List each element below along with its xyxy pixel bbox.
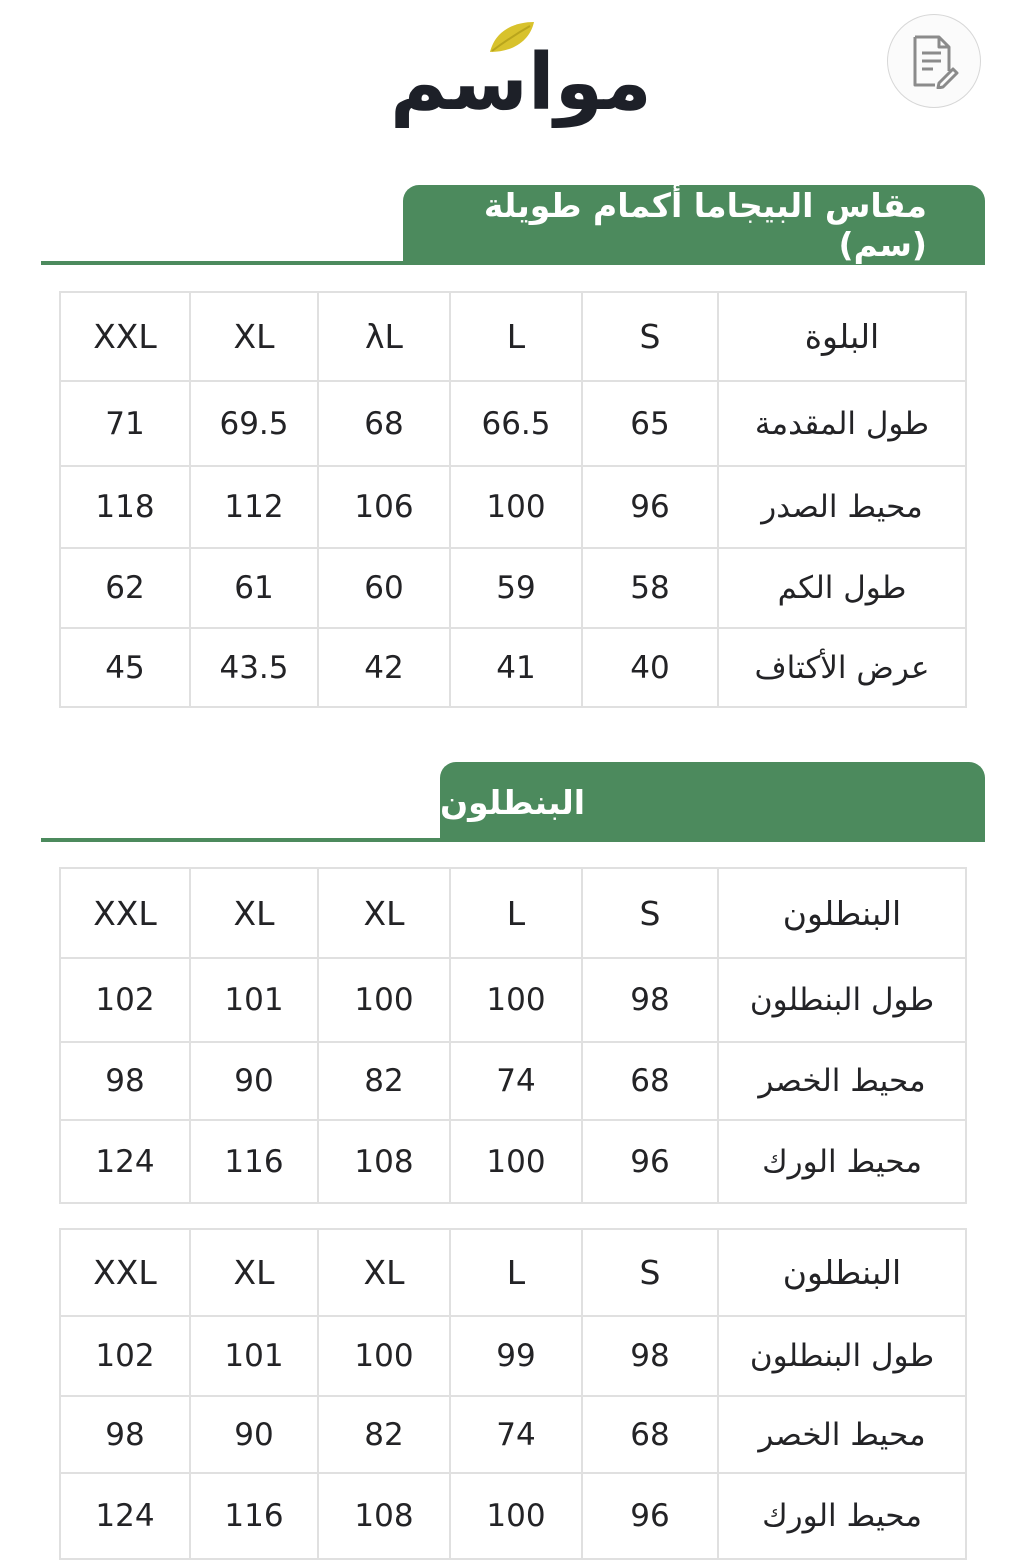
table-cell: 98 <box>582 1316 718 1396</box>
table-cell: 59 <box>450 548 582 628</box>
table-cell: 102 <box>60 958 190 1042</box>
table-header-row <box>60 292 966 381</box>
table-cell: 68 <box>582 1042 718 1120</box>
table-cell: 112 <box>190 466 318 548</box>
table-cell: 60 <box>318 548 450 628</box>
table-cell: 118 <box>60 466 190 548</box>
table-cell: 69.5 <box>190 381 318 466</box>
section-title: البنطلون <box>440 762 985 842</box>
document-edit-icon <box>909 33 959 89</box>
table-cell: 96 <box>582 466 718 548</box>
row-label: محيط الورك <box>718 1473 966 1559</box>
pants-size-table <box>59 867 967 1204</box>
section-title: مقاس البيجاما أكمام طويلة (سم) <box>403 185 985 265</box>
section-header-pants <box>41 762 985 842</box>
table-cell: 96 <box>582 1473 718 1559</box>
section-header-pajama <box>41 185 985 265</box>
table-cell: 98 <box>60 1042 190 1120</box>
size-guide-document-button[interactable] <box>887 14 981 108</box>
row-label: طول المقدمة <box>718 381 966 466</box>
table-row <box>60 958 966 1042</box>
column-header: L <box>450 292 582 381</box>
table-cell: 116 <box>190 1473 318 1559</box>
table-row <box>60 1396 966 1473</box>
column-header: XL <box>190 868 318 958</box>
table-cell: 101 <box>190 1316 318 1396</box>
table-cell: 90 <box>190 1042 318 1120</box>
table-cell: 40 <box>582 628 718 707</box>
table-cell: 82 <box>318 1042 450 1120</box>
table-row <box>60 1473 966 1559</box>
table-cell: 68 <box>582 1396 718 1473</box>
table-cell: 68 <box>318 381 450 466</box>
table-cell: 90 <box>190 1396 318 1473</box>
table-cell: 100 <box>318 1316 450 1396</box>
table-cell: 45 <box>60 628 190 707</box>
table-cell: 101 <box>190 958 318 1042</box>
table-row <box>60 628 966 707</box>
table-cell: 98 <box>582 958 718 1042</box>
column-header: XL <box>190 292 318 381</box>
table-cell: 98 <box>60 1396 190 1473</box>
table-row <box>60 1316 966 1396</box>
table-cell: 61 <box>190 548 318 628</box>
column-header: λL <box>318 292 450 381</box>
table-cell: 116 <box>190 1120 318 1203</box>
table-cell: 71 <box>60 381 190 466</box>
pants-size-table-2 <box>59 1228 967 1560</box>
column-header: XL <box>318 868 450 958</box>
table-cell: 100 <box>318 958 450 1042</box>
row-label: محيط الصدر <box>718 466 966 548</box>
pajama-size-table <box>59 291 967 708</box>
row-label: محيط الورك <box>718 1120 966 1203</box>
table-cell: 108 <box>318 1120 450 1203</box>
row-label-header: البلوة <box>718 292 966 381</box>
table-cell: 106 <box>318 466 450 548</box>
table-row <box>60 1120 966 1203</box>
row-label: طول الكم <box>718 548 966 628</box>
table-cell: 62 <box>60 548 190 628</box>
table-row <box>60 1042 966 1120</box>
table-cell: 102 <box>60 1316 190 1396</box>
row-label: عرض الأكتاف <box>718 628 966 707</box>
table-header-row <box>60 868 966 958</box>
column-header: L <box>450 868 582 958</box>
column-header: L <box>450 1229 582 1316</box>
brand-logo <box>390 10 652 150</box>
table-header-row <box>60 1229 966 1316</box>
row-label: طول البنطلون <box>718 958 966 1042</box>
table-cell: 100 <box>450 958 582 1042</box>
column-header: XL <box>190 1229 318 1316</box>
column-header: XL <box>318 1229 450 1316</box>
table-cell: 108 <box>318 1473 450 1559</box>
table-cell: 74 <box>450 1042 582 1120</box>
row-label: محيط الخصر <box>718 1042 966 1120</box>
table-row <box>60 381 966 466</box>
table-cell: 66.5 <box>450 381 582 466</box>
row-label: محيط الخصر <box>718 1396 966 1473</box>
table-row <box>60 466 966 548</box>
column-header: S <box>582 1229 718 1316</box>
table-cell: 100 <box>450 466 582 548</box>
brand-name: مواسم <box>390 38 652 128</box>
table-cell: 99 <box>450 1316 582 1396</box>
row-label: طول البنطلون <box>718 1316 966 1396</box>
table-cell: 43.5 <box>190 628 318 707</box>
table-cell: 42 <box>318 628 450 707</box>
table-cell: 100 <box>450 1120 582 1203</box>
table-cell: 124 <box>60 1473 190 1559</box>
column-header: S <box>582 292 718 381</box>
column-header: XXL <box>60 292 190 381</box>
table-row <box>60 548 966 628</box>
table-cell: 124 <box>60 1120 190 1203</box>
column-header: XXL <box>60 868 190 958</box>
table-cell: 41 <box>450 628 582 707</box>
table-cell: 82 <box>318 1396 450 1473</box>
table-cell: 58 <box>582 548 718 628</box>
column-header: XXL <box>60 1229 190 1316</box>
table-cell: 96 <box>582 1120 718 1203</box>
table-cell: 65 <box>582 381 718 466</box>
row-label-header: البنطلون <box>718 1229 966 1316</box>
row-label-header: البنطلون <box>718 868 966 958</box>
column-header: S <box>582 868 718 958</box>
table-cell: 74 <box>450 1396 582 1473</box>
table-cell: 100 <box>450 1473 582 1559</box>
